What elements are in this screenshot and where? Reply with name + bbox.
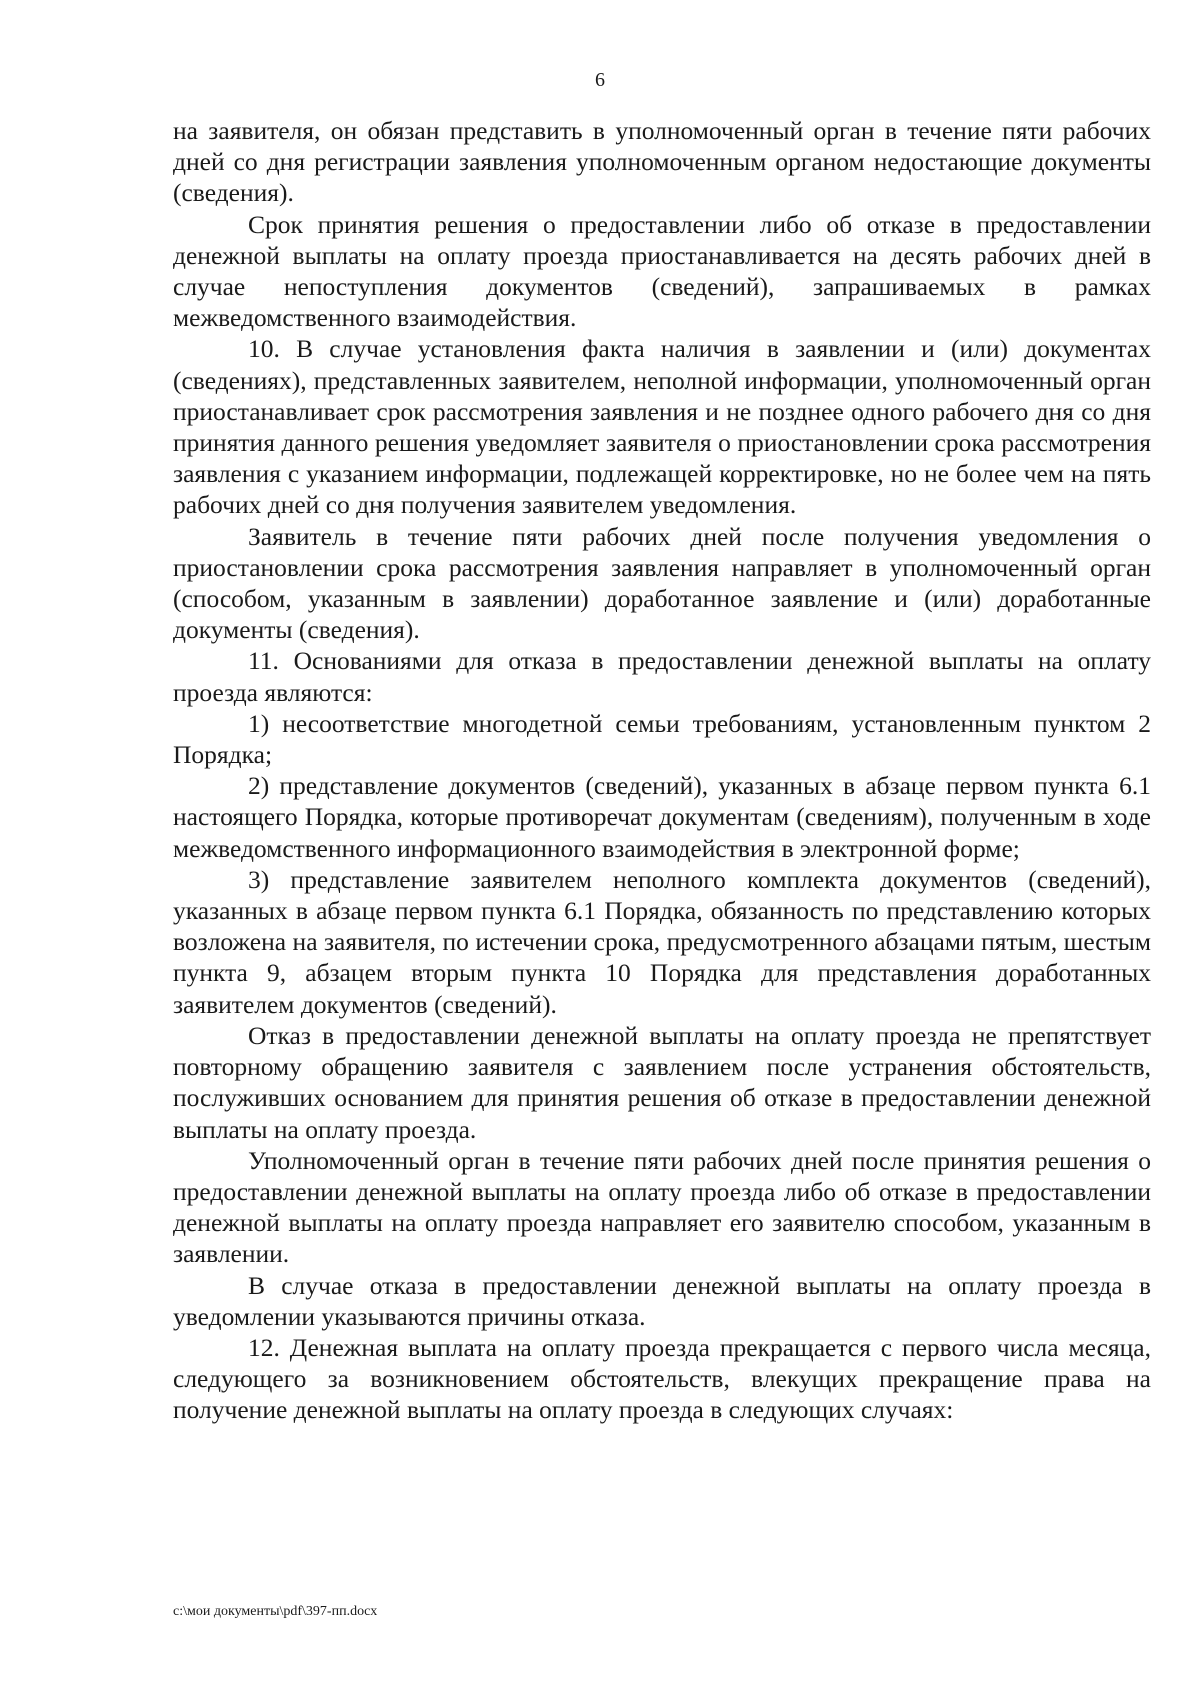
paragraph: Уполномоченный орган в течение пяти рабочих дней после принятия решения о предоставлении денежной выплаты на оплату проезда либо об отказе в предоставлении денежной выплаты на оплату проезда направляет его заявителю способом, указанным в заявлении.	[173, 1145, 1151, 1269]
paragraph: Срок принятия решения о предоставлении либо об отказе в предоставлении денежной выплаты на оплату проезда приостанавливается на десять рабочих дней в случае непоступления документов (сведений), запрашиваемых в рамках межведомственного взаимодействия.	[173, 209, 1151, 333]
paragraph: Отказ в предоставлении денежной выплаты на оплату проезда не препятствует повторному обращению заявителя с заявлением после устранения обстоятельств, послуживших основанием для принятия решения об отказе в предоставлении денежной выплаты на оплату проезда.	[173, 1020, 1151, 1144]
list-item-2: 2) представление документов (сведений), указанных в абзаце первом пункта 6.1 настоящего Порядка, которые противоречат документам (сведениям), полученным в ходе межведомственного информационного взаимодействия в электронной форме;	[173, 771, 1151, 863]
paragraph-item-11: 11. Основаниями для отказа в предоставлении денежной выплаты на оплату проезда являются:	[173, 646, 1151, 707]
document-body	[173, 115, 1151, 1426]
list-item-3: 3) представление заявителем неполного комплекта документов (сведений), указанных в абзаце первом пункта 6.1 Порядка, обязанность по представлению которых возложена на заявителя, по истечении срока, предусмотренного абзацами пятым, шестым пункта 9, абзацем вторым пункта 10 Порядка для представления доработанных заявителем документов (сведений).	[173, 864, 1151, 1019]
page-number: 6	[595, 69, 605, 91]
list-item-1: 1) несоответствие многодетной семьи требованиям, установленным пунктом 2 Порядка;	[173, 708, 1151, 770]
paragraph: Заявитель в течение пяти рабочих дней после получения уведомления о приостановлении срока рассмотрения заявления направляет в уполномоченный орган (способом, указанным в заявлении) доработанное заявление и (или) доработанные документы (сведения).	[173, 521, 1151, 645]
paragraph: В случае отказа в предоставлении денежной выплаты на оплату проезда в уведомлении указываются причины отказа.	[173, 1270, 1151, 1331]
paragraph-item-10: 10. В случае установления факта наличия в заявлении и (или) документах (сведениях), представленных заявителем, неполной информации, уполномоченный орган приостанавливает срок рассмотрения заявления и не позднее одного рабочего дня со дня принятия данного решения уведомляет заявителя о приостановлении срока рассмотрения заявления с указанием информации, подлежащей корректировке, но не более чем на пять рабочих дней со дня получения заявителем уведомления.	[173, 334, 1151, 520]
paragraph-continuation: на заявителя, он обязан представить в уполномоченный орган в течение пяти рабочих дней со дня регистрации заявления уполномоченным органом недостающие документы (сведения).	[173, 116, 1151, 208]
footer-file-path: c:\мои документы\pdf\397-пп.docx	[173, 1604, 378, 1619]
paragraph-item-12: 12. Денежная выплата на оплату проезда прекращается с первого числа месяца, следующего за возникновением обстоятельств, влекущих прекращение права на получение денежной выплаты на оплату проезда в следующих случаях:	[173, 1332, 1151, 1425]
